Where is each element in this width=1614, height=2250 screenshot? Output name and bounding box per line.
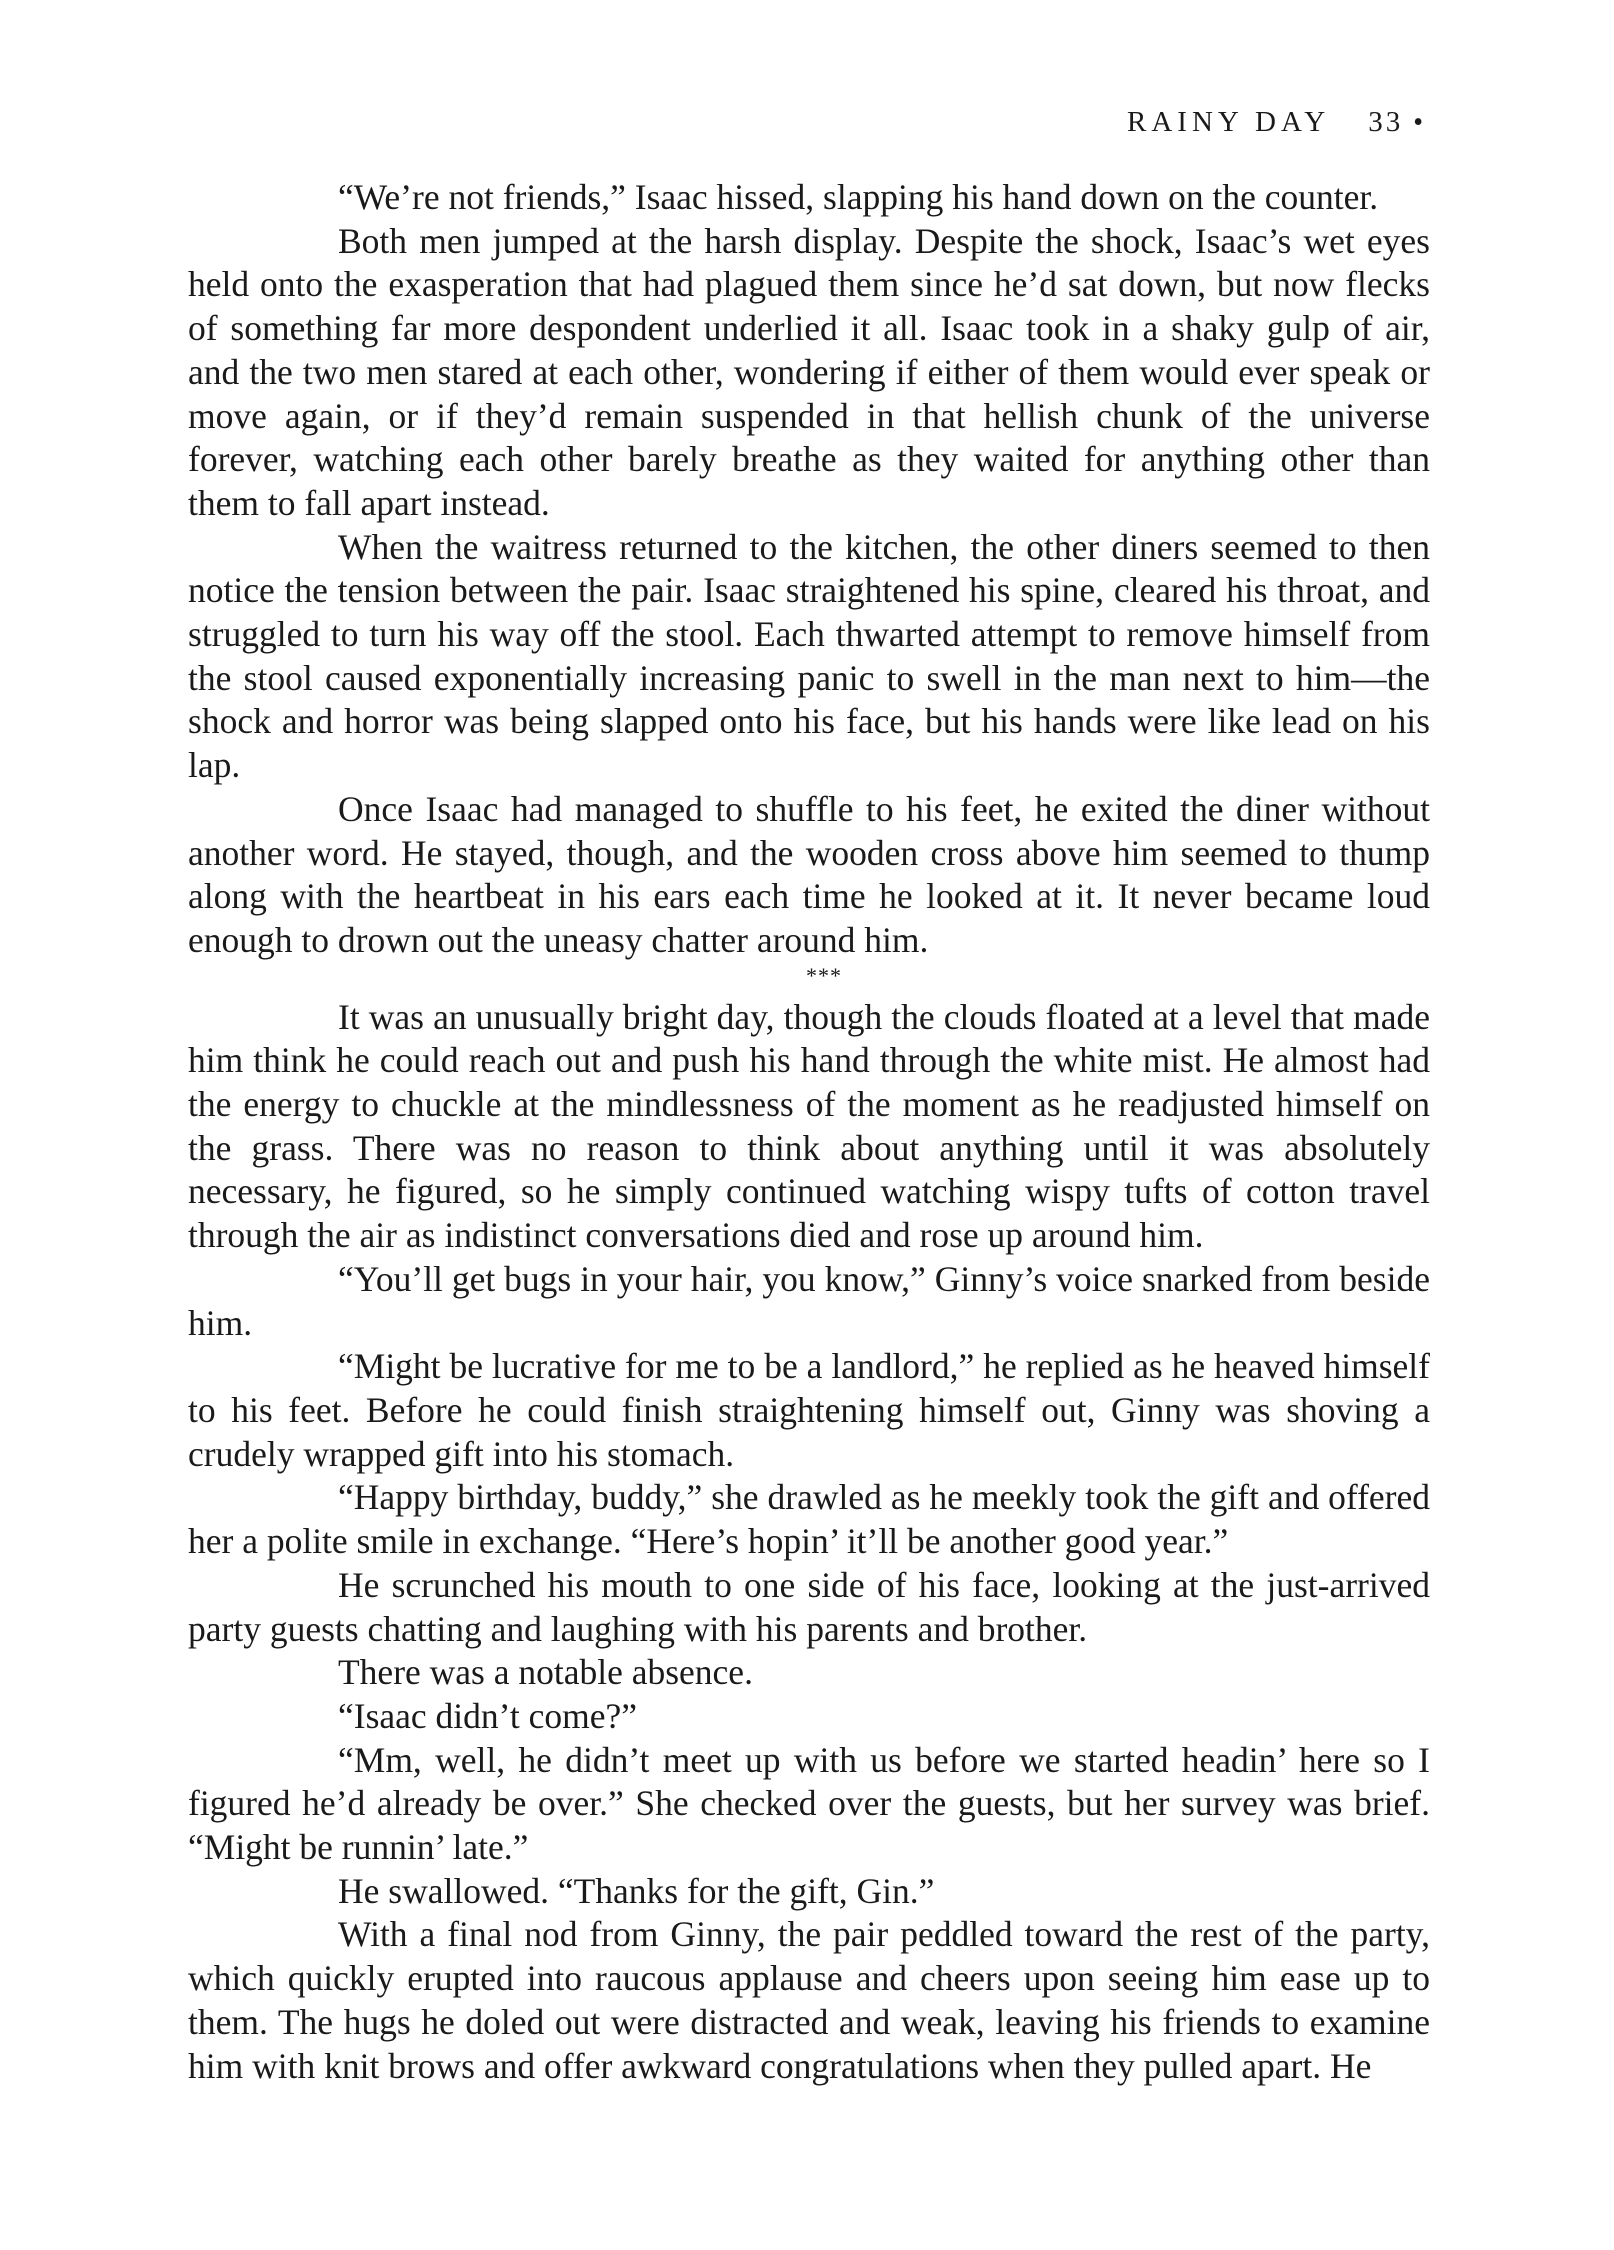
paragraph: He swallowed. “Thanks for the gift, Gin.” bbox=[338, 1870, 935, 1911]
paragraph: “You’ll get bugs in your hair, you know,” Ginny’s voice snarked from beside him. bbox=[188, 1258, 1430, 1343]
page-number: 33 bbox=[1368, 106, 1404, 138]
paragraph: There was a notable absence. bbox=[338, 1652, 753, 1693]
paragraph: “Happy birthday, buddy,” she drawled as he meekly took the gift and offered her a polite smile in exchange. “Here’s hopin’ it’ll be another good year.” bbox=[188, 1477, 1430, 1562]
paragraph: “Mm, well, he didn’t meet up with us before we started headin’ here so I figured he’d already be over.” She checked over the guests, but her survey was brief. “Might be runnin’ late.” bbox=[188, 1739, 1430, 1868]
paragraph: Both men jumped at the harsh display. Despite the shock, Isaac’s wet eyes held onto the exasperation that had plagued them since he’d sat down, but now flecks of something far more despondent underlied it all. Isaac took in a shaky gulp of air, and the two men stared at each other, wondering if either of them would ever speak or move again, or if they’d remain suspended in that hellish chunk of the universe forever, watching each other barely breathe as they waited for anything other than them to fall apart instead. bbox=[188, 220, 1430, 523]
running-header bbox=[1127, 106, 1428, 139]
paragraph: It was an unusually bright day, though the clouds floated at a level that made him think he could reach out and push his hand through the white mist. He almost had the energy to chuckle at the mindlessness of the moment as he readjusted himself on the grass. There was no reason to think about anything until it was absolutely necessary, he figured, so he simply continued watching wispy tufts of cotton travel through the air as indistinct conversations died and rose up around him. bbox=[188, 996, 1430, 1256]
paragraph: “Isaac didn’t come?” bbox=[338, 1695, 637, 1736]
paragraph: “We’re not friends,” Isaac hissed, slapping his hand down on the counter. bbox=[338, 177, 1379, 217]
scene-break: *** bbox=[806, 962, 842, 988]
paragraph: He scrunched his mouth to one side of his face, looking at the just-arrived party guests chatting and laughing with his parents and brother. bbox=[188, 1564, 1430, 1649]
bullet-icon: • bbox=[1413, 107, 1428, 138]
running-title: RAINY DAY bbox=[1127, 106, 1331, 138]
paragraph: “Might be lucrative for me to be a landlord,” he replied as he heaved himself to his feet. Before he could finish straightening himself out, Ginny was shoving a crudely wrapped gift into his stomach. bbox=[188, 1346, 1430, 1474]
body-text bbox=[188, 176, 1430, 2088]
paragraph: When the waitress returned to the kitchen, the other diners seemed to then notice the tension between the pair. Isaac straightened his spine, cleared his throat, and struggled to turn his way off the stool. Each thwarted attempt to remove himself from the stool caused exponentially increasing panic to swell in the man next to him—the shock and horror was being slapped onto his face, but his hands were like lead on his lap. bbox=[188, 526, 1430, 786]
paragraph: With a final nod from Ginny, the pair peddled toward the rest of the party, which quickly erupted into raucous applause and cheers upon seeing him ease up to them. The hugs he doled out were distracted and weak, leaving his friends to examine him with knit brows and offer awkward congratulations when they pulled apart. He bbox=[188, 1914, 1430, 2086]
paragraph: Once Isaac had managed to shuffle to his feet, he exited the diner without another word. He stayed, though, and the wooden cross above him seemed to thump along with the heartbeat in his ears each time he looked at it. It never became loud enough to drown out the uneasy chatter around him. bbox=[188, 788, 1430, 960]
